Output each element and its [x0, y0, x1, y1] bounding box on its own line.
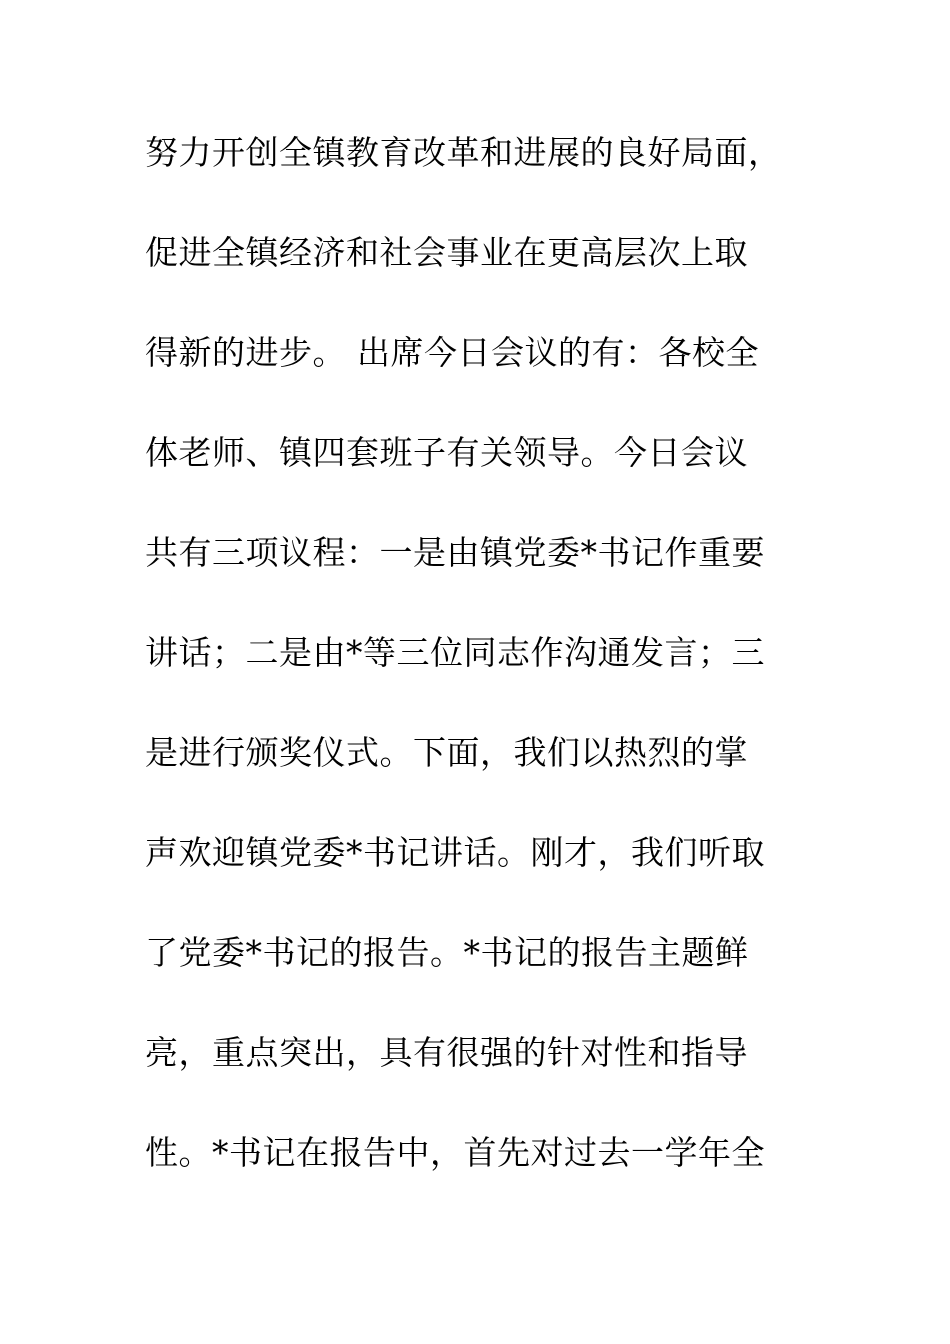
- text-line: 得新的进步。 出席今日会议的有：各校全: [145, 333, 759, 372]
- body-text: [145, 128, 825, 1228]
- text-line: 是进行颁奖仪式。下面，我们以热烈的掌: [145, 733, 748, 772]
- text-line: 体老师、镇四套班子有关领导。今日会议: [145, 433, 748, 472]
- text-line: 声欢迎镇党委*书记讲话。刚才，我们听取: [145, 833, 765, 872]
- text-line: 性。*书记在报告中，首先对过去一学年全: [145, 1133, 765, 1172]
- text-line: 促进全镇经济和社会事业在更高层次上取: [145, 233, 748, 272]
- text-line: 了党委*书记的报告。*书记的报告主题鲜: [145, 933, 749, 972]
- text-line: 努力开创全镇教育改革和进展的良好局面，: [145, 133, 782, 172]
- text-line: 讲话；二是由*等三位同志作沟通发言；三: [145, 633, 765, 672]
- text-line: 亮，重点突出，具有很强的针对性和指导: [145, 1033, 748, 1072]
- text-line: 共有三项议程：一是由镇党委*书记作重要: [145, 533, 765, 572]
